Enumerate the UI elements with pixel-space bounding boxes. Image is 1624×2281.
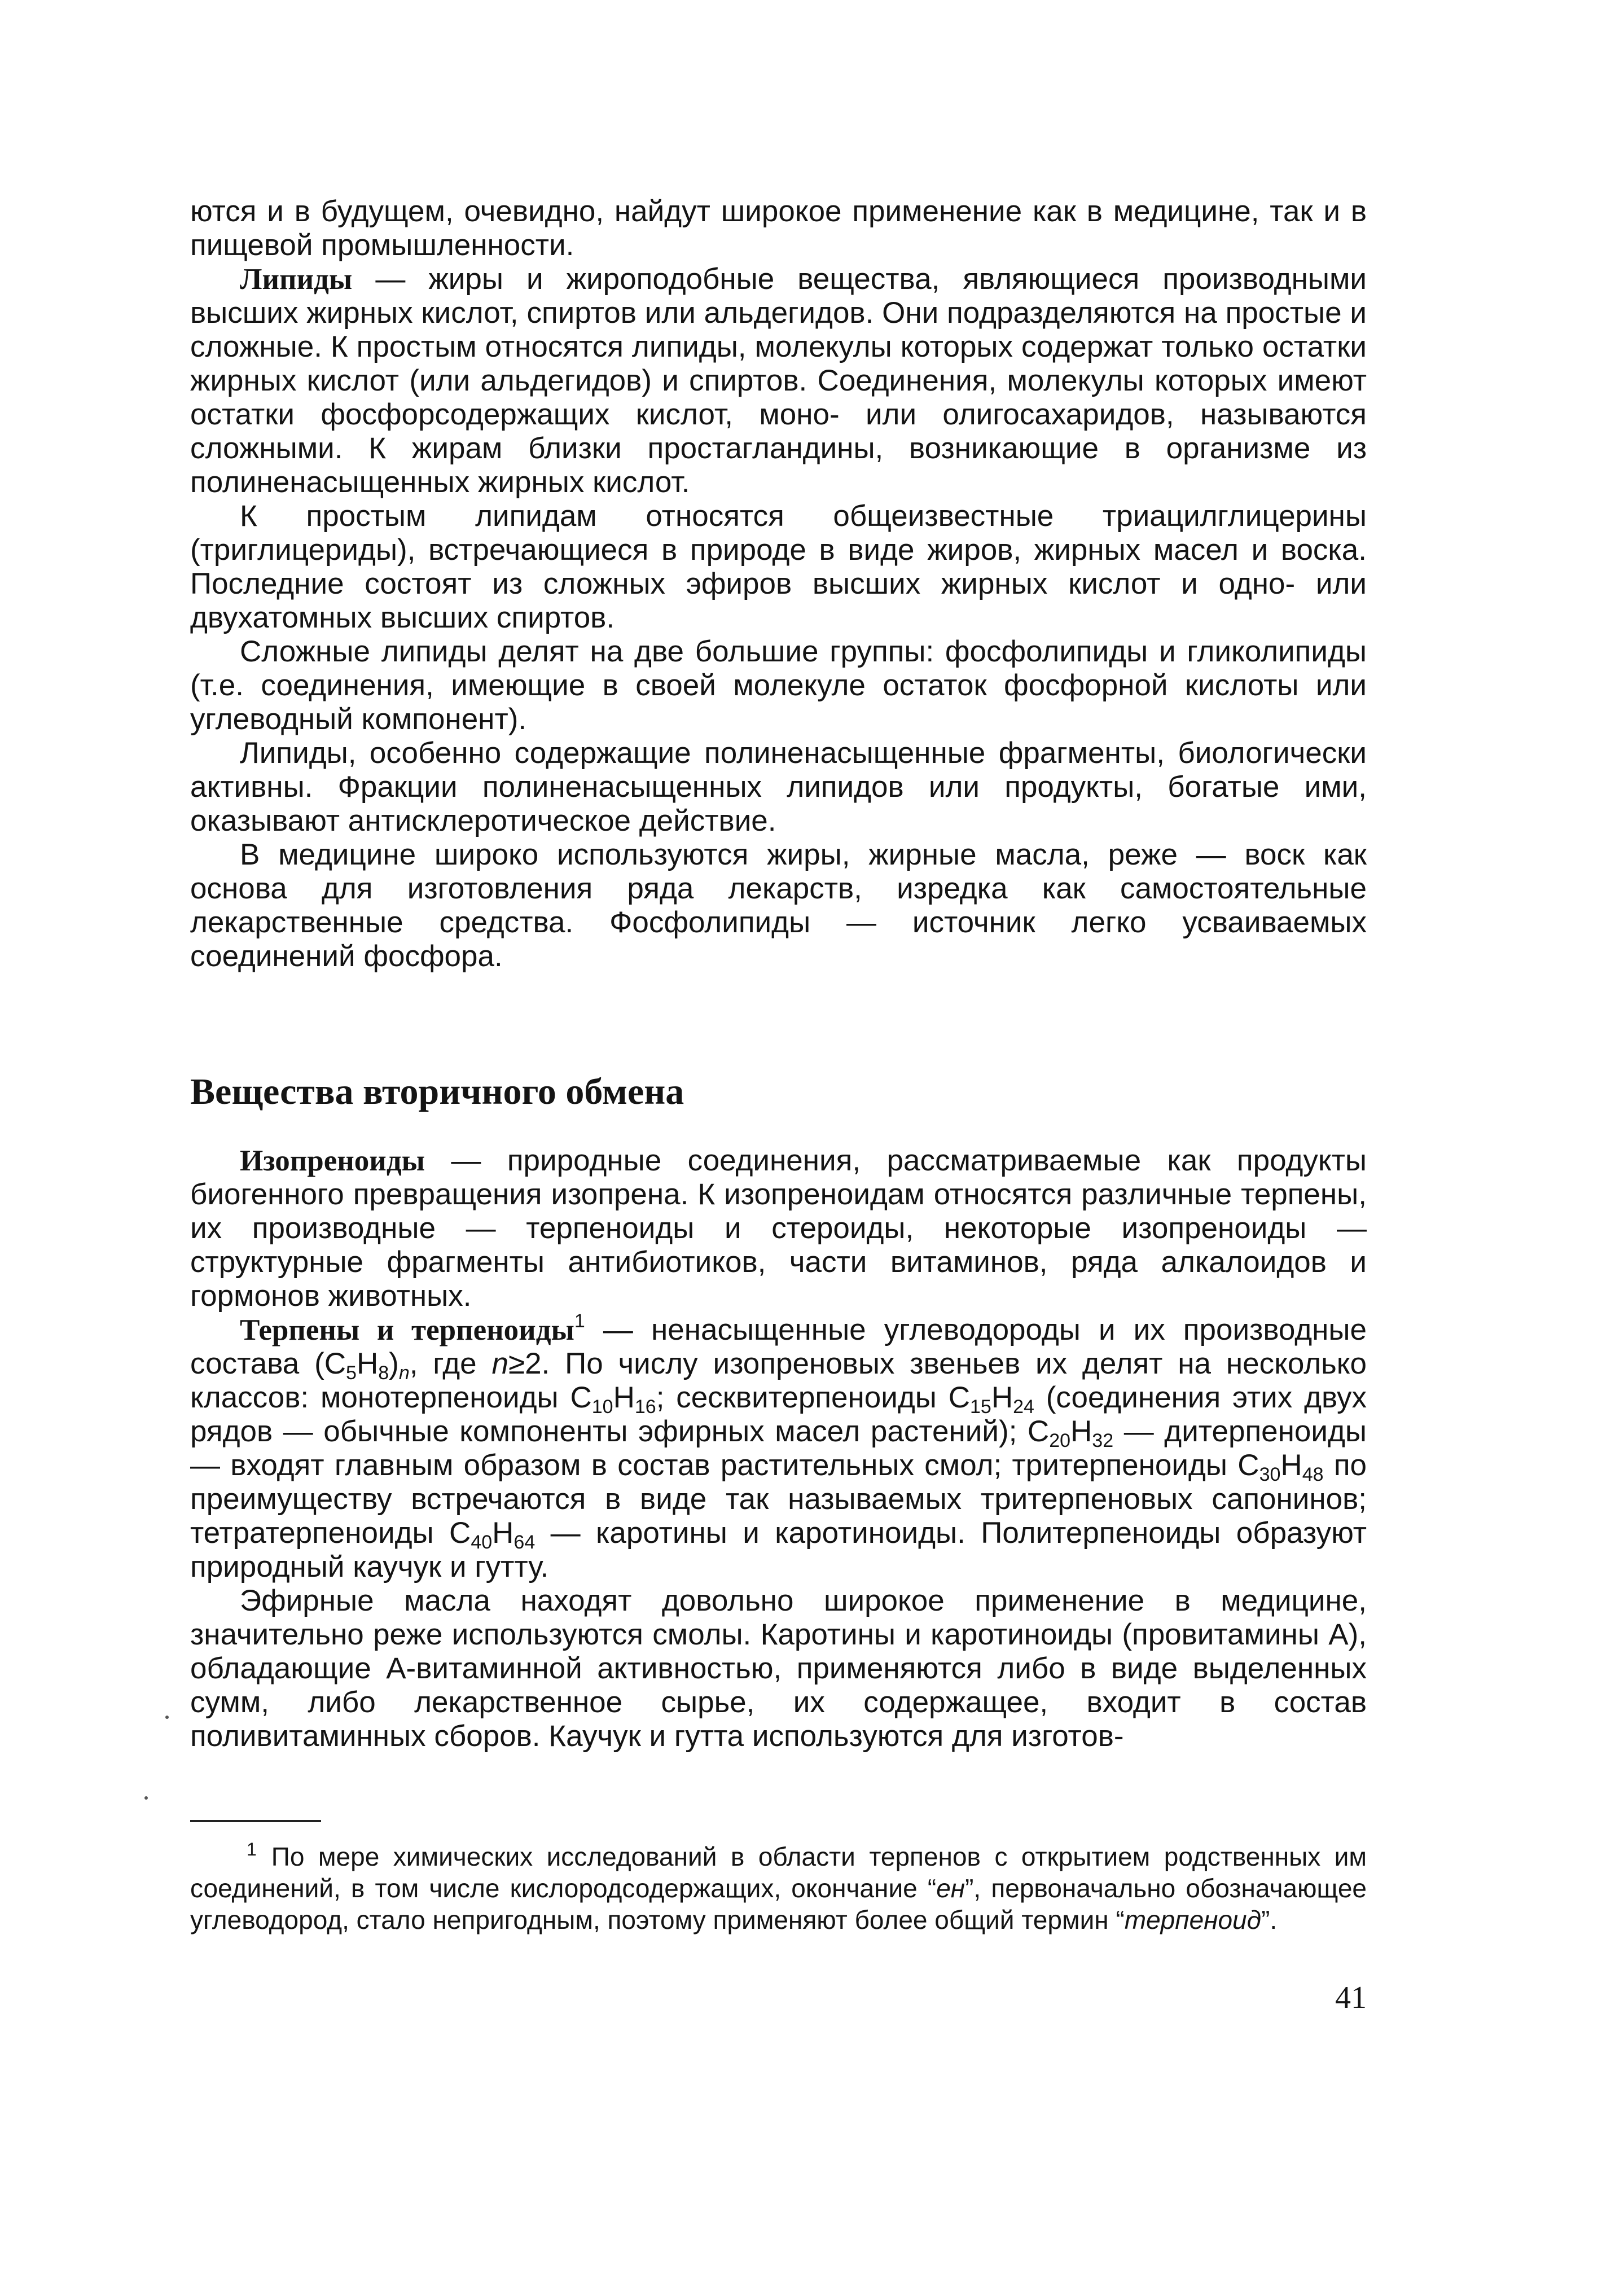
terpenes-text-4: , где (409, 1347, 492, 1380)
terpenes-text-1: — ненасыщенные углеводороды и их производные состава (C (190, 1313, 1367, 1380)
formula-sub: 24 (1013, 1396, 1034, 1418)
footnote-mark: 1 (247, 1839, 257, 1859)
footnote-en: ен (936, 1874, 965, 1903)
paragraph-bioactive-lipids: Липиды, особенно содержащие полиненасыщенные фрагменты, биологически активны. Фракции полиненасыщенных липидов или продукты, богатые ими, оказывают антисклеротическое действие. (190, 736, 1367, 837)
variable-n: n (491, 1347, 508, 1380)
terpenes-text-13: по преимуществу встречаются в виде так называемых тритерпеновых сапонинов; тетратерпеноиды C (190, 1449, 1367, 1550)
terpenes-text-11: — дитерпеноиды — входят главным образом в состав растительных смол; тритерпеноиды C (190, 1415, 1367, 1482)
terpenes-text-15: — каротины и каротиноиды. Политерпеноиды образуют природный каучук и гутту. (190, 1516, 1367, 1583)
formula-sub: 48 (1302, 1464, 1324, 1485)
terpenes-text-10: H (1070, 1415, 1092, 1448)
terpenes-text-14: H (492, 1516, 514, 1550)
formula-sub: 5 (346, 1362, 357, 1384)
footnote-text-2: ”, первоначально обозначающее углеводород, стало непригодным, поэтому применяют более общий термин “ (190, 1874, 1367, 1935)
paragraph-lipids (190, 262, 1367, 499)
footnote-ref: 1 (574, 1310, 585, 1332)
isoprenoids-text: — природные соединения, рассматриваемые как продукты биогенного превращения изопрена. К изопреноидам относятся различные терпены, их производные — терпеноиды и стероиды, некоторые изопреноиды — структурные фрагменты антибиотиков, части витаминов, ряда алкалоидов и гормонов животных. (190, 1144, 1367, 1313)
scan-speck (144, 1796, 148, 1800)
body-upper (190, 195, 1367, 973)
term-lipids: Липиды (240, 263, 353, 296)
paragraph-isoprenoids (190, 1144, 1367, 1313)
terpenes-text-6: H (613, 1381, 635, 1414)
paragraph-simple-lipids: К простым липидам относятся общеизвестные триацилглицерины (триглицериды), встречающиеся в природе в виде жиров, жирных масел и воска. Последние состоят из сложных эфиров высших жирных кислот и одно- или двухатомных высших спиртов. (190, 499, 1367, 634)
paragraph-medical-use: В медицине широко используются жиры, жирные масла, реже — воск как основа для изготовления ряда лекарств, изредка как самостоятельные лекарственные средства. Фосфолипиды — источник легко усваиваемых соединений фосфора. (190, 838, 1367, 973)
footnote-rule (190, 1820, 321, 1822)
footnote-text-1: По мере химических исследований в области терпенов с открытием родственных им соединений, в том числе кислородсодержащих, окончание “ (190, 1842, 1367, 1903)
term-isoprenoids: Изопреноиды (240, 1144, 425, 1177)
formula-sub: 40 (471, 1532, 493, 1553)
formula-sub: 32 (1092, 1430, 1114, 1451)
terpenes-text-2: H (356, 1347, 379, 1380)
paragraph-continuation: ются и в будущем, очевидно, найдут широкое применение как в медицине, так и в пищевой промышленности. (190, 195, 1367, 262)
formula-sub: 8 (378, 1362, 389, 1384)
paragraph-complex-lipids: Сложные липиды делят на две большие группы: фосфолипиды и гликолипиды (т.е. соединения, имеющие в своей молекуле остаток фосфорной кислоты или углеводный компонент). (190, 635, 1367, 736)
terpenes-text-12: H (1280, 1449, 1302, 1482)
formula-sub: 64 (513, 1532, 536, 1553)
formula-sub: 20 (1049, 1430, 1071, 1451)
terpenes-text-3: ) (389, 1347, 399, 1380)
formula-sub: 10 (591, 1396, 613, 1418)
formula-sub: 30 (1259, 1464, 1281, 1485)
body-lower (190, 1069, 1367, 1753)
footnote (190, 1841, 1367, 1936)
formula-sub: 15 (969, 1396, 991, 1418)
footnote-terpenoid: терпеноид (1124, 1905, 1262, 1935)
footnote-text-3: ”. (1261, 1905, 1278, 1935)
formula-sub: n (398, 1362, 410, 1384)
page-number: 41 (1335, 1980, 1367, 2015)
terpenes-text-9: (соединения этих двух рядов — обычные компоненты эфирных масел растений); C (190, 1381, 1367, 1448)
lipids-text: — жиры и жироподобные вещества, являющиеся производными высших жирных кислот, спиртов или альдегидов. Они подразделяются на простые и сложные. К простым относятся липиды, молекулы которых содержат только остатки жирных кислот (или альдегидов) и спиртов. Соединения, молекулы которых имеют остатки фосфорсодержащих кислот, моно- или олигосахаридов, называются сложными. К жирам близки простагландины, возникающие в организме из полиненасыщенных жирных кислот. (190, 262, 1367, 499)
terpenes-text-8: H (991, 1381, 1013, 1414)
paragraph-essential-oils: Эфирные масла находят довольно широкое применение в медицине, значительно реже используются смолы. Каротины и каротиноиды (провитамины А), обладающие А-витаминной активностью, применяются либо в виде выделенных сумм, либо лекарственное сырье, их содержащее, входит в состав поливитаминных сборов. Каучук и гутта используются для изготов- (190, 1584, 1367, 1753)
terpenes-text-5: ≥2. По числу изопреновых звеньев их делят на несколько классов: монотерпеноиды C (190, 1347, 1367, 1414)
terpenes-text-7: ; сесквитерпеноиды C (656, 1381, 970, 1414)
formula-sub: 16 (634, 1396, 656, 1418)
scan-speck (165, 1716, 169, 1719)
section-heading: Вещества вторичного обмена (190, 1071, 684, 1112)
paragraph-terpenes (190, 1310, 1367, 1584)
term-terpenes: Терпены и терпеноиды (240, 1314, 574, 1346)
